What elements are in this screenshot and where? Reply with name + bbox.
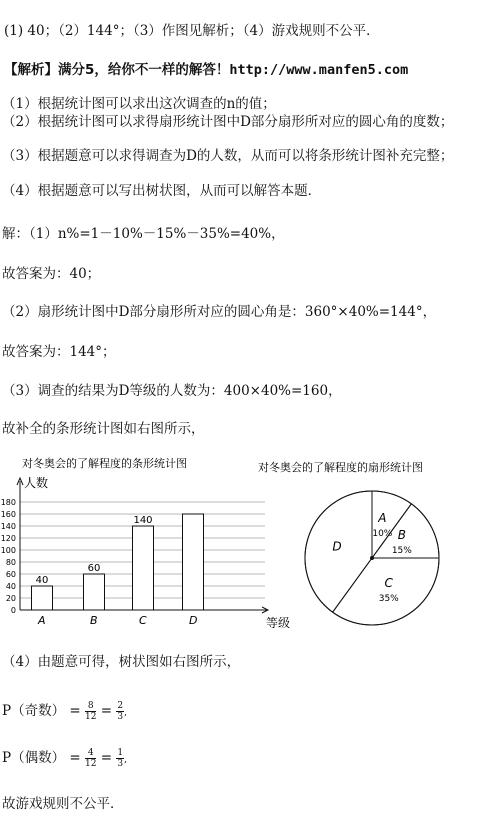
p-even-eq2: = bbox=[100, 750, 113, 766]
y-tick-label: 100 bbox=[0, 546, 16, 555]
bar-value-label: 140 bbox=[133, 515, 153, 526]
step-3: （3）根据题意可以求得调查为D的人数，从而可以将条形统计图补充完整； bbox=[2, 148, 454, 164]
pie-center-dot bbox=[370, 556, 374, 560]
y-tick-label: 0 bbox=[10, 606, 16, 615]
p-odd-result: $\frac{2}{3}$ bbox=[117, 701, 124, 722]
step-1: （1）根据统计图可以求出这次调查的n的值； bbox=[2, 96, 276, 112]
x-tick-label: B bbox=[90, 614, 98, 627]
x-tick-label: C bbox=[139, 614, 147, 627]
solution-part1: 解：（1）n%=1－10%－15%－35%=40%， bbox=[2, 226, 285, 242]
p-odd-eq1: = bbox=[69, 703, 81, 719]
solution-answer1: 故答案为：40； bbox=[2, 266, 101, 282]
y-tick-label: 20 bbox=[5, 594, 16, 603]
y-tick-label: 140 bbox=[0, 522, 16, 531]
solution-answer2: 故答案为：144°； bbox=[2, 344, 116, 360]
conclusion: 故游戏规则不公平． bbox=[2, 796, 124, 812]
y-tick-label: 180 bbox=[0, 498, 16, 507]
step-2: （2）根据统计图可以求得扇形统计图中D部分扇形所对应的圆心角的度数； bbox=[2, 114, 454, 130]
solution-part3b: 故补全的条形统计图如右图所示， bbox=[2, 421, 205, 437]
y-tick-label: 120 bbox=[0, 534, 16, 543]
p-even-label: P（偶数） bbox=[2, 750, 66, 766]
y-tick-label: 80 bbox=[5, 558, 16, 567]
solution-part4: （4）由题意可得，树状图如右图所示， bbox=[2, 654, 241, 670]
pie-label-C: C bbox=[384, 575, 393, 590]
bar-chart-title: 对冬奥会的了解程度的条形统计图 bbox=[22, 457, 187, 470]
p-odd-label: P（奇数） bbox=[2, 703, 66, 719]
header-line bbox=[4, 61, 408, 79]
y-tick-label: 60 bbox=[5, 570, 16, 579]
p-even-result: $\frac{1}{3}$ bbox=[117, 748, 124, 769]
solution-part3: （3）调查的结果为D等级的人数为：400×40%=160， bbox=[2, 383, 342, 399]
pie-chart bbox=[250, 455, 490, 635]
pie-percent-C: 35% bbox=[378, 593, 399, 604]
bar-chart-xlabel: 等级 bbox=[266, 616, 291, 630]
x-tick-label: A bbox=[38, 614, 46, 627]
bar-D bbox=[183, 514, 204, 610]
bar-value-label: 60 bbox=[87, 563, 101, 574]
pie-chart-title: 对冬奥会的了解程度的扇形统计图 bbox=[258, 461, 423, 474]
bar-A bbox=[32, 586, 53, 610]
header-url: http://www.manfen5.com bbox=[229, 62, 409, 78]
pie-percent-B: 15% bbox=[391, 545, 412, 556]
x-tick-label: D bbox=[189, 614, 198, 627]
y-tick-label: 40 bbox=[5, 582, 16, 591]
header-brand: 满分5，给你不一样的解答！ bbox=[58, 62, 230, 78]
solution-part2: （2）扇形统计图中D部分扇形所对应的圆心角是：360°×40%=144°， bbox=[2, 304, 437, 320]
bar-chart-ylabel: 人数 bbox=[24, 476, 49, 490]
pie-percent-A: 10% bbox=[372, 529, 393, 540]
step-4: （4）根据题意可以写出树状图，从而可以解答本题． bbox=[2, 183, 322, 199]
bar-C bbox=[133, 526, 154, 610]
pie-chart-slices bbox=[305, 491, 439, 625]
pie-label-A: A bbox=[378, 511, 387, 526]
p-even-fraction: $\frac{4}{12}$ bbox=[85, 748, 97, 769]
header-tag: 【解析】 bbox=[4, 62, 58, 78]
p-even-eq1: = bbox=[69, 750, 81, 766]
bar-chart-ticks bbox=[1, 498, 16, 615]
p-odd-eq2: = bbox=[100, 703, 113, 719]
p-even-line: P（偶数） = $\frac{4}{12}$ = $\frac{1}{3}$ , bbox=[2, 748, 127, 769]
bar-B bbox=[84, 574, 105, 610]
pie-label-D: D bbox=[332, 539, 342, 554]
bar-value-label: 40 bbox=[35, 575, 49, 586]
pie-label-B: B bbox=[397, 527, 406, 542]
p-odd-line: P（奇数） = $\frac{8}{12}$ = $\frac{2}{3}$ , bbox=[2, 701, 127, 722]
p-odd-fraction: $\frac{8}{12}$ bbox=[85, 701, 97, 722]
y-tick-label: 160 bbox=[0, 510, 16, 519]
answers-line: (1) 40；（2）144°；（3）作图见解析；（4）游戏规则不公平． bbox=[4, 23, 380, 39]
